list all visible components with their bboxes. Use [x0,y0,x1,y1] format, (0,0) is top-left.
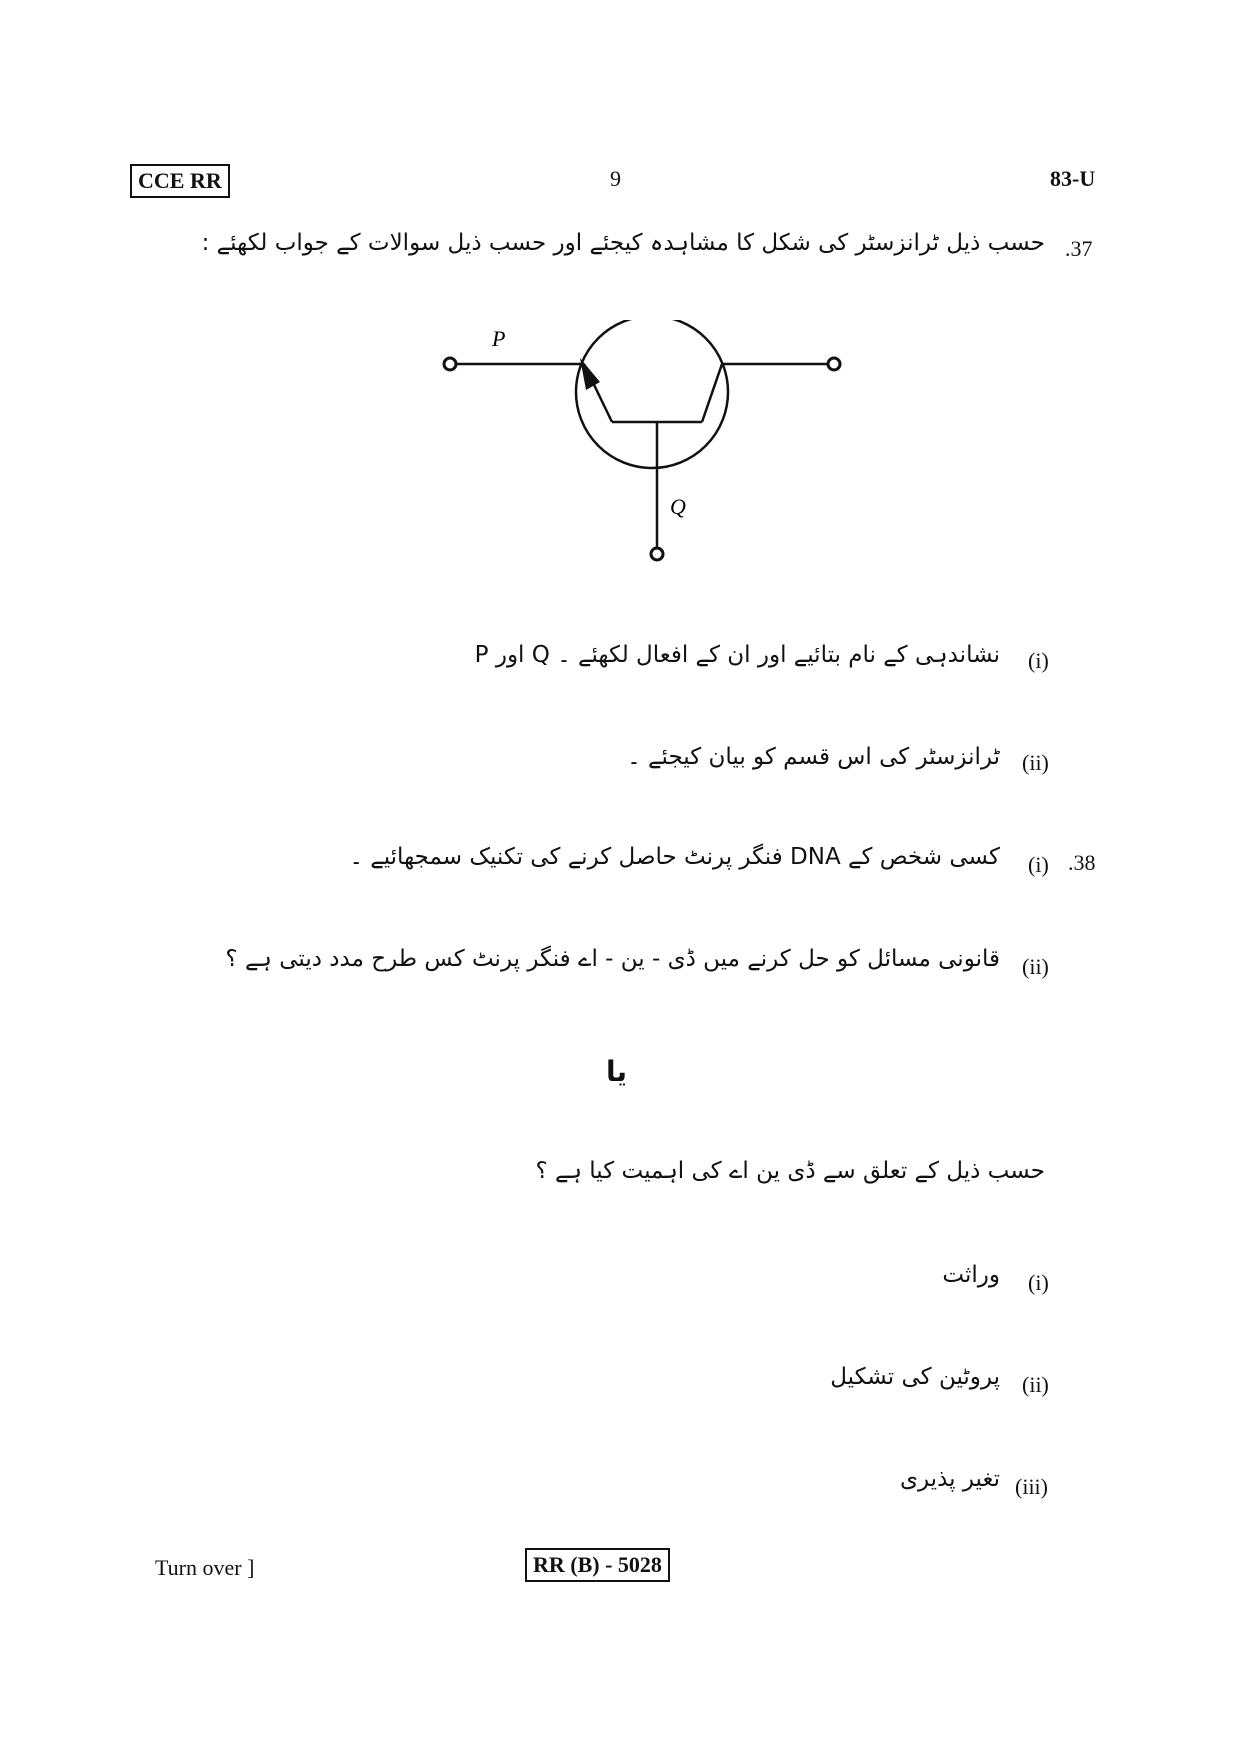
turn-over-note: Turn over ] [155,1555,255,1580]
q37-part-ii-text: ٹرانزسٹر کی اس قسم کو بیان کیجئے ۔ [627,744,1000,770]
or-separator: یا [606,1055,628,1088]
alt-part-ii-number: (ii) [1022,1372,1049,1397]
subject-code: 83-U [1050,166,1096,191]
q37-part-i-text: P اور Q نشاندہی کے نام بتائیے اور ان کے افعال لکھئے ۔ [474,642,1000,668]
alt-part-iii-number: (iii) [1015,1474,1048,1499]
q37-part-ii-number: (ii) [1022,750,1049,775]
terminal-right [828,358,840,370]
alt-part-ii-text: پروٹین کی تشکیل [830,1364,1000,1390]
alt-part-i-number: (i) [1028,1270,1049,1295]
question-number-37: .37 [1065,236,1093,261]
q38-part-ii-number: (ii) [1022,954,1049,979]
question-37-text: حسب ذیل ٹرانزسٹر کی شکل کا مشاہدہ کیجئے اور حسب ذیل سوالات کے جواب لکھئے : [201,230,1045,256]
alt-question-text: حسب ذیل کے تعلق سے ڈی ین اے کی اہمیت کیا ہے ؟ [535,1158,1045,1184]
q37-part-i-number: (i) [1028,648,1049,673]
label-q: Q [670,494,686,519]
label-p: P [492,326,506,351]
alt-part-i-text: وراثت [942,1262,1000,1288]
q38-part-ii-text: قانونی مسائل کو حل کرنے میں ڈی - ین - اے فنگر پرنٹ کس طرح مدد دیتی ہے ؟ [225,946,1000,972]
q38-part-i-number: (i) [1028,852,1049,877]
terminal-left [444,358,456,370]
paper-code-footer: RR (B) - 5028 [525,1548,670,1582]
question-number-38: .38 [1068,850,1096,875]
emitter-arrow [580,358,600,390]
page-number: 9 [610,166,621,191]
transistor-diagram [440,320,860,570]
alt-part-iii-text: تغیر پذیری [899,1466,1000,1492]
collector-line [702,364,722,422]
paper-code-header: CCE RR [130,164,230,198]
terminal-bottom [651,548,663,560]
q38-part-i-text: کسی شخص کے DNA فنگر پرنٹ حاصل کرنے کی تکنیک سمجھائیے ۔ [349,844,1000,870]
